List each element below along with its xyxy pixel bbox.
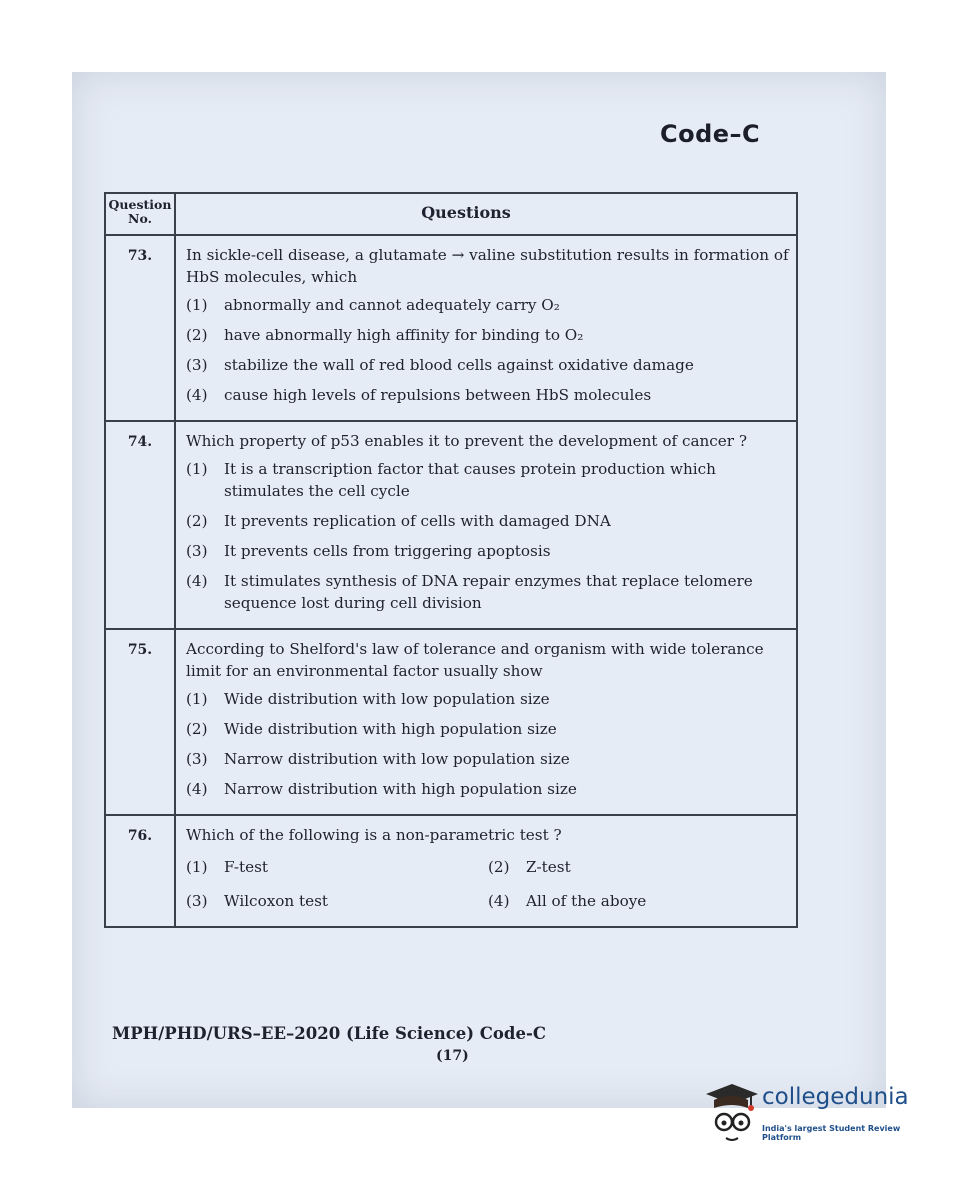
question-text: Which property of p53 enables it to prevent the development of cancer ? bbox=[186, 432, 748, 450]
question-row bbox=[106, 422, 796, 630]
option bbox=[186, 354, 790, 376]
option-number: (4) bbox=[186, 780, 208, 798]
option-text: cause high levels of repulsions between HbS molecules bbox=[224, 386, 652, 404]
option-text: Z-test bbox=[526, 858, 571, 876]
option-text: Wide distribution with high population size bbox=[224, 720, 557, 738]
question-body bbox=[176, 422, 796, 628]
paper-footer: MPH/PHD/URS–EE–2020 (Life Science) Code-C bbox=[112, 1024, 546, 1043]
option-text: Wilcoxon test bbox=[224, 892, 329, 910]
option bbox=[186, 856, 488, 878]
question-number: 73. bbox=[106, 236, 176, 420]
option bbox=[186, 294, 790, 316]
brand-tagline: India's largest Student Review Platform bbox=[762, 1124, 901, 1142]
option-text: Narrow distribution with low population size bbox=[224, 750, 570, 768]
option bbox=[488, 890, 790, 912]
question-text: According to Shelford's law of tolerance and organism with wide tolerance limit for an environmental factor usually show bbox=[186, 640, 764, 680]
option-text: abnormally and cannot adequately carry O₂ bbox=[224, 296, 560, 314]
option-number: (2) bbox=[488, 858, 510, 876]
option-text: have abnormally high affinity for binding to O₂ bbox=[224, 326, 584, 344]
option bbox=[186, 384, 790, 406]
option-grid bbox=[186, 852, 790, 920]
question-number: 74. bbox=[106, 422, 176, 628]
option bbox=[186, 540, 790, 562]
option-number: (4) bbox=[186, 386, 208, 404]
question-body bbox=[176, 816, 796, 926]
option-text: It prevents replication of cells with damaged DNA bbox=[224, 512, 611, 530]
question-row bbox=[106, 236, 796, 422]
option-text: F-test bbox=[224, 858, 268, 876]
option bbox=[186, 570, 790, 614]
brand-name: collegedunia bbox=[762, 1084, 909, 1110]
question-number: 75. bbox=[106, 630, 176, 814]
option bbox=[186, 458, 790, 502]
table-header bbox=[106, 194, 796, 236]
option-text: Narrow distribution with high population size bbox=[224, 780, 577, 798]
graduate-mascot-icon bbox=[704, 1078, 760, 1148]
question-body bbox=[176, 236, 796, 420]
question-text: Which of the following is a non-parametric test ? bbox=[186, 826, 562, 844]
option bbox=[186, 718, 790, 740]
option bbox=[186, 778, 790, 800]
option-number: (4) bbox=[488, 892, 510, 910]
option-text: All of the aboye bbox=[526, 892, 647, 910]
paper-code: Code–C bbox=[660, 120, 761, 148]
question-body bbox=[176, 630, 796, 814]
option bbox=[186, 688, 790, 710]
header-questions: Questions bbox=[421, 203, 511, 222]
option bbox=[186, 748, 790, 770]
option-number: (1) bbox=[186, 690, 208, 708]
question-text: In sickle-cell disease, a glutamate → valine substitution results in formation of HbS molecules, which bbox=[186, 246, 789, 286]
option-number: (1) bbox=[186, 296, 208, 314]
option bbox=[186, 510, 790, 532]
question-table bbox=[104, 192, 798, 928]
option bbox=[186, 324, 790, 346]
option-number: (2) bbox=[186, 512, 208, 530]
header-question-no: Question No. bbox=[106, 194, 176, 234]
option-number: (3) bbox=[186, 892, 208, 910]
option-number: (4) bbox=[186, 572, 208, 590]
option-text: It prevents cells from triggering apoptosis bbox=[224, 542, 551, 560]
option bbox=[186, 890, 488, 912]
question-row bbox=[106, 630, 796, 816]
option-number: (3) bbox=[186, 542, 208, 560]
question-number: 76. bbox=[106, 816, 176, 926]
question-row bbox=[106, 816, 796, 926]
option-text: Wide distribution with low population size bbox=[224, 690, 550, 708]
option-number: (3) bbox=[186, 356, 208, 374]
option-number: (3) bbox=[186, 750, 208, 768]
option-text: It is a transcription factor that causes protein production which stimulates the cell cycle bbox=[224, 460, 716, 500]
option-number: (1) bbox=[186, 460, 208, 478]
option-text: It stimulates synthesis of DNA repair enzymes that replace telomere sequence lost during cell division bbox=[224, 572, 753, 612]
option-number: (2) bbox=[186, 326, 208, 344]
collegedunia-watermark bbox=[704, 1078, 934, 1148]
option bbox=[488, 856, 790, 878]
option-number: (2) bbox=[186, 720, 208, 738]
page-number: (17) bbox=[436, 1048, 469, 1064]
option-number: (1) bbox=[186, 858, 208, 876]
option-text: stabilize the wall of red blood cells against oxidative damage bbox=[224, 356, 694, 374]
